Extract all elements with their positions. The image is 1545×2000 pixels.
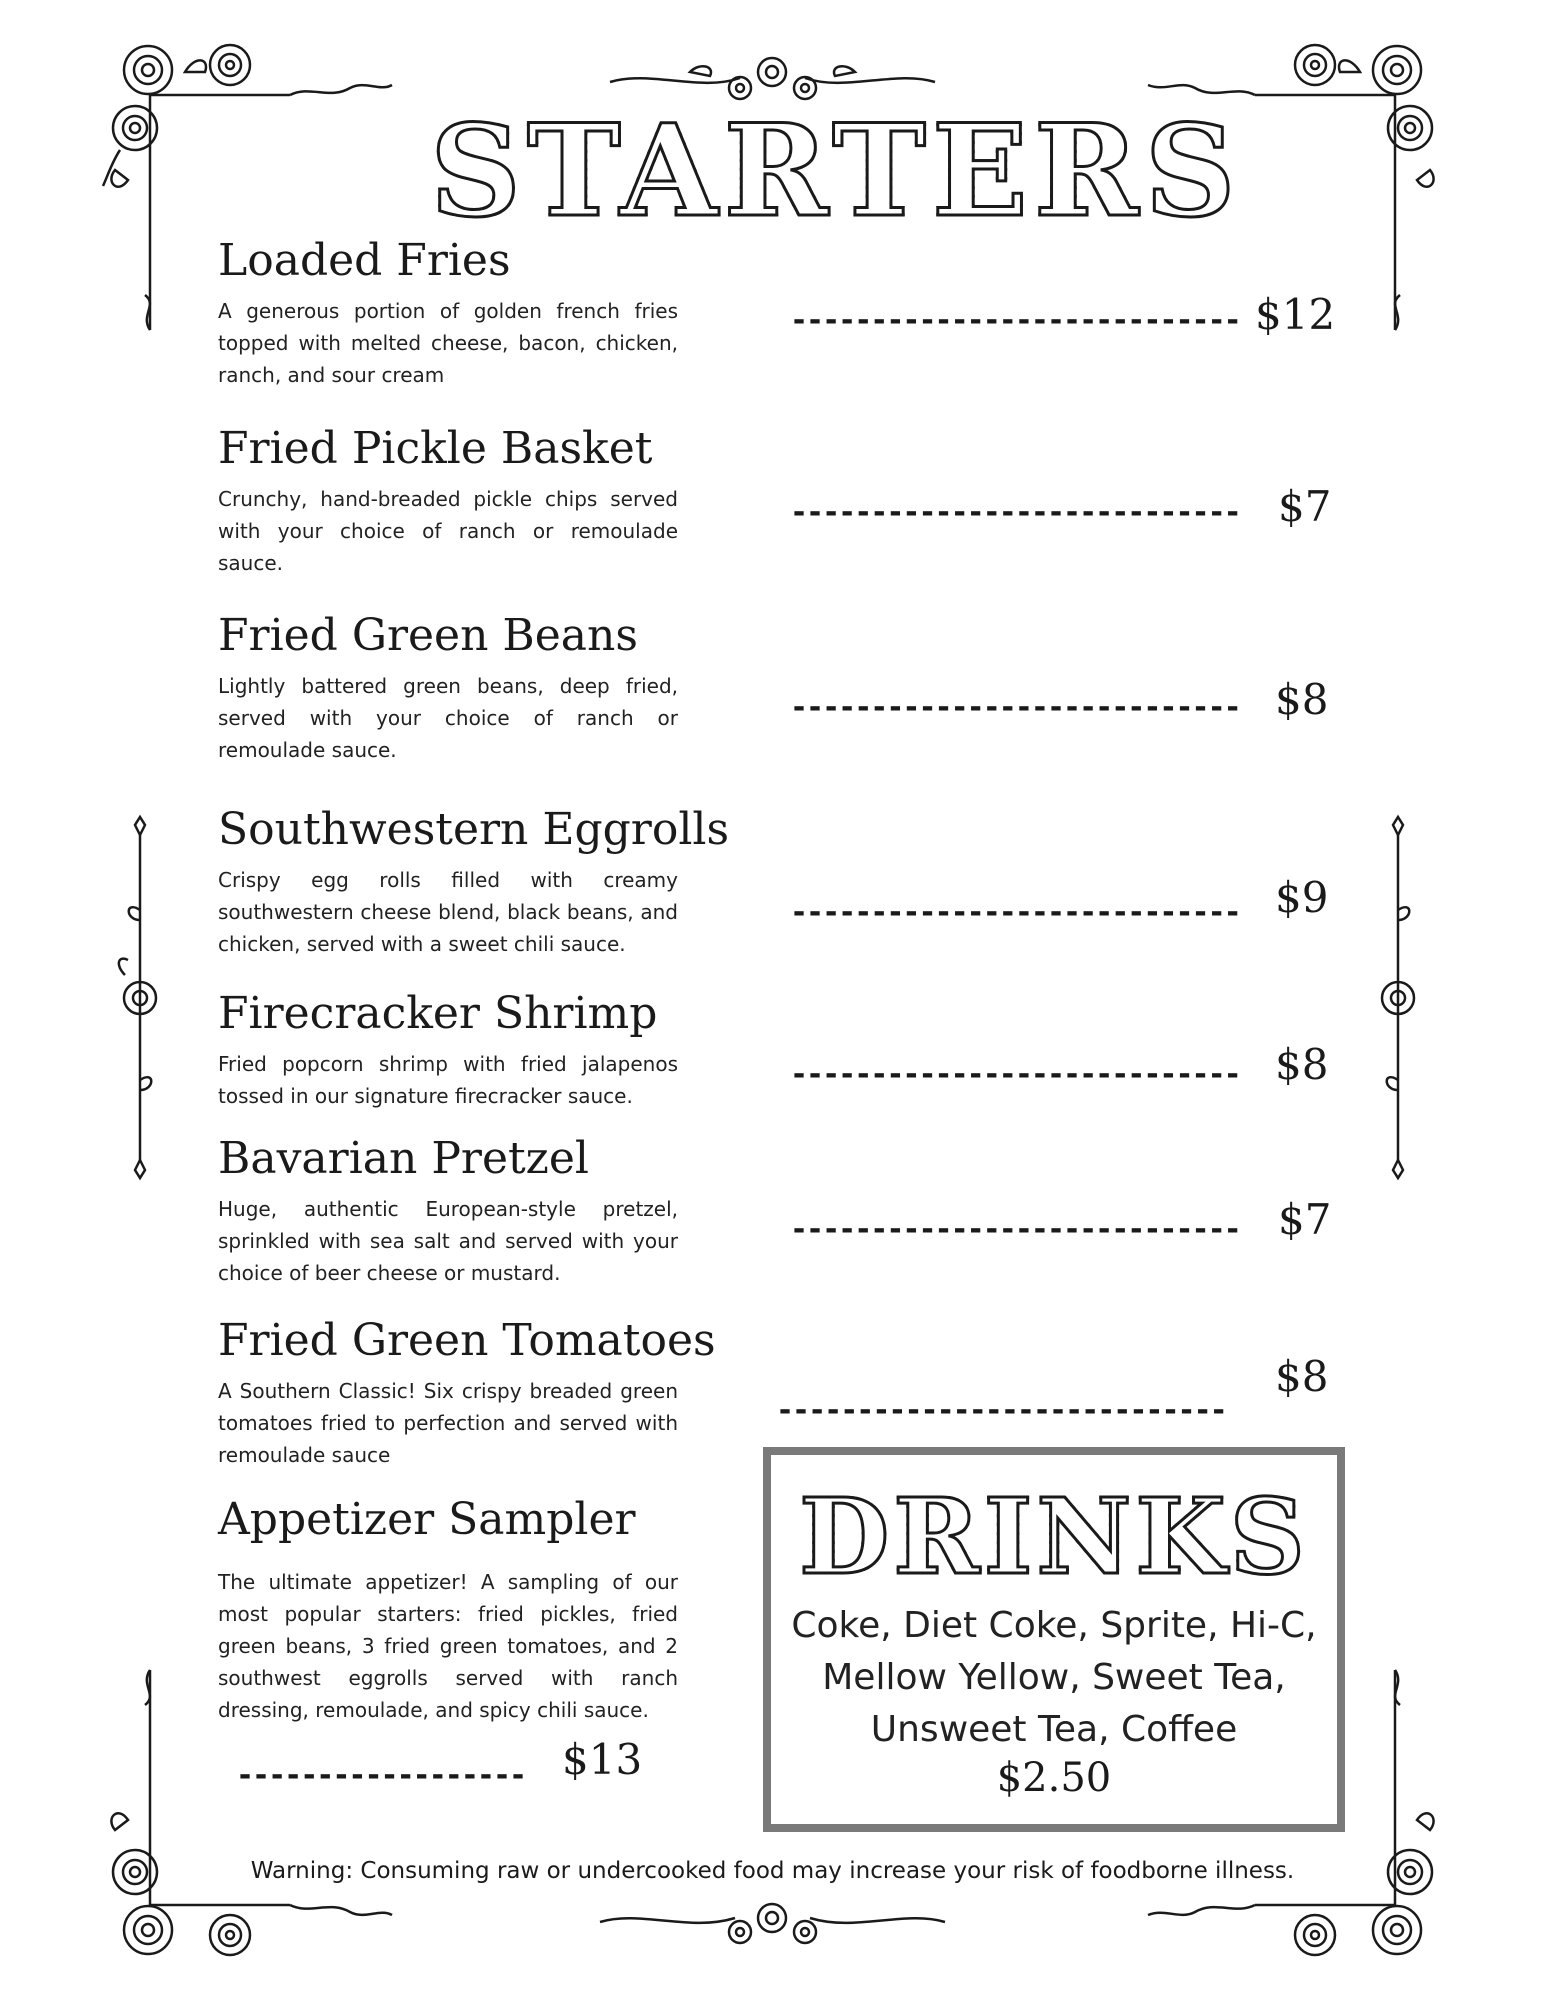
item-price: $9 xyxy=(1275,873,1329,922)
drinks-panel xyxy=(763,1447,1345,1832)
price-leader: ---------------------------- xyxy=(790,690,1240,725)
item-price: $13 xyxy=(562,1735,643,1784)
item-price: $8 xyxy=(1275,1040,1329,1089)
price-leader: ---------------------------- xyxy=(790,895,1240,930)
item-name: Firecracker Shrimp xyxy=(218,988,658,1039)
drinks-list: Coke, Diet Coke, Sprite, Hi-C, Mellow Yellow, Sweet Tea, Unsweet Tea, Coffee xyxy=(791,1605,1317,1750)
menu-item-southwestern-eggrolls xyxy=(218,804,730,960)
price-leader: ------------------ xyxy=(236,1758,526,1793)
menu-item-fried-green-beans xyxy=(218,612,678,766)
food-safety-warning: Warning: Consuming raw or undercooked food may increase your risk of foodborne illness. xyxy=(250,1858,1295,1884)
menu-item-bavarian-pretzel xyxy=(218,1135,678,1289)
starters-title: STARTERS xyxy=(430,97,1242,245)
item-name: Southwestern Eggrolls xyxy=(218,804,730,855)
drinks-price: $2.50 xyxy=(996,1755,1112,1801)
item-description: A Southern Classic! Six crispy breaded green tomatoes fried to perfection and served with remoulade sauce xyxy=(218,1379,678,1468)
item-description: Crunchy, hand-breaded pickle chips served with your choice of ranch or remoulade sauce. xyxy=(218,487,678,576)
item-description: Crispy egg rolls filled with creamy southwestern cheese blend, black beans, and chicken, served with a sweet chili sauce. xyxy=(218,868,678,957)
menu-item-appetizer-sampler xyxy=(218,1496,678,1726)
price-leader: ---------------------------- xyxy=(790,1212,1240,1247)
price-leader: ---------------------------- xyxy=(776,1393,1226,1428)
item-price: $8 xyxy=(1275,675,1329,724)
item-price: $7 xyxy=(1278,1195,1332,1244)
item-name: Bavarian Pretzel xyxy=(218,1133,589,1184)
price-leader: ---------------------------- xyxy=(790,495,1240,530)
item-description: A generous portion of golden french fries topped with melted cheese, bacon, chicken, ranch, and sour cream xyxy=(218,299,678,388)
item-price: $12 xyxy=(1255,290,1336,339)
item-name: Fried Pickle Basket xyxy=(218,423,653,474)
item-price: $8 xyxy=(1275,1352,1329,1401)
item-description: Fried popcorn shrimp with fried jalapenos tossed in our signature firecracker sauce. xyxy=(218,1052,678,1109)
item-name: Appetizer Sampler xyxy=(218,1494,636,1545)
menu-item-loaded-fries xyxy=(218,237,678,391)
item-description: Huge, authentic European-style pretzel, sprinkled with sea salt and served with your choice of beer cheese or mustard. xyxy=(218,1197,678,1286)
item-description: Lightly battered green beans, deep fried, served with your choice of ranch or remoulade sauce. xyxy=(218,674,678,763)
item-name: Fried Green Beans xyxy=(218,610,638,661)
item-name: Fried Green Tomatoes xyxy=(218,1315,716,1366)
item-price: $7 xyxy=(1278,482,1332,531)
drinks-title: DRINKS xyxy=(771,1485,1337,1589)
menu-item-fried-pickle-basket xyxy=(218,425,678,579)
menu-item-fried-green-tomatoes xyxy=(218,1315,716,1471)
price-leader: ---------------------------- xyxy=(790,1057,1240,1092)
menu-item-firecracker-shrimp xyxy=(218,990,678,1112)
item-name: Loaded Fries xyxy=(218,235,511,286)
price-leader: ---------------------------- xyxy=(790,303,1240,338)
item-description: The ultimate appetizer! A sampling of our most popular starters: fried pickles, fried green beans, 3 fried green tomatoes, and 2 southwest eggrolls served with ranch dressing, remoulade, and spicy chili sauce. xyxy=(218,1570,678,1723)
